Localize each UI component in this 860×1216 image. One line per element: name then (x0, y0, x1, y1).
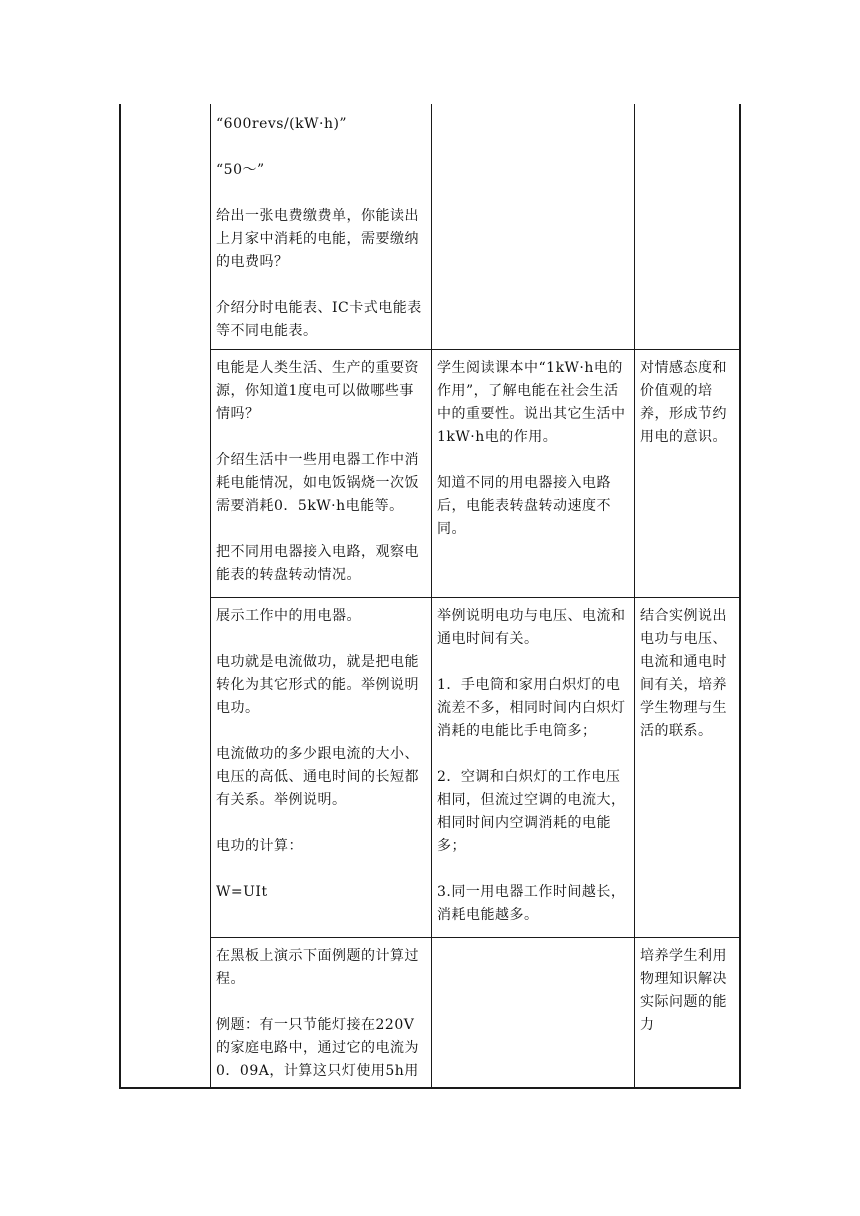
work-formula: W=UIt (216, 884, 268, 900)
blackboard-demo-text: 在黑板上演示下面例题的计算过程。 (216, 948, 419, 987)
energy-resource-question: 电能是人类生活、生产的重要资源，你知道1度电可以做哪些事情吗？ (216, 360, 419, 422)
row3-teacher-cell (216, 605, 427, 904)
table-left-border (119, 104, 121, 1088)
table-right-border (739, 104, 741, 1088)
intent-connection-text: 结合实例说出电功与电压、电流和通电时间有关，培养学生物理与生活的联系。 (640, 608, 727, 739)
student-example-2: 2．空调和白炽灯的工作电压相同，但流过空调的电流大，相同时间内空调消耗的电能多； (437, 769, 626, 854)
row2-student-cell (437, 357, 629, 541)
row3-intent-cell (640, 605, 736, 743)
row4-intent-cell (640, 945, 736, 1037)
row2-teacher-cell (216, 357, 427, 587)
work-factors-text: 电流做功的多少跟电流的大小、电压的高低、通电时间的长短都有关系。举例说明。 (216, 746, 419, 808)
column-divider-3 (634, 104, 635, 1088)
meter-types-text: 介绍分时电能表、IC卡式电能表等不同电能表。 (216, 300, 422, 339)
meter-rating-text: “600revs/(kW·h)” (216, 116, 348, 132)
row-divider-2 (210, 597, 740, 598)
student-observation-text: 知道不同的用电器接入电路后，电能表转盘转动速度不同。 (437, 475, 611, 537)
student-reading-text: 学生阅读课本中“1kW·h电的作用”，了解电能在社会生活中的重要性。说出其它生活中 1kW·h电的作用。 (437, 360, 626, 445)
row2-intent-cell (640, 357, 736, 449)
intent-values-text: 对情感态度和价值观的培养，形成节约用电的意识。 (640, 360, 727, 445)
meter-frequency-text: “50～” (216, 162, 265, 178)
column-divider-2 (431, 104, 432, 1088)
row3-student-cell (437, 605, 629, 927)
observe-meter-text: 把不同用电器接入电路，观察电能表的转盘转动情况。 (216, 544, 419, 583)
row-divider-1 (210, 349, 740, 350)
intent-problem-solving-text: 培养学生利用物理知识解决实际问题的能力 (640, 948, 727, 1033)
work-definition-text: 电功就是电流做功，就是把电能转化为其它形式的能。举例说明电功。 (216, 654, 419, 716)
row4-teacher-cell (216, 945, 427, 1083)
table-bottom-border (119, 1087, 741, 1089)
student-example-intro: 举例说明电功与电压、电流和通电时间有关。 (437, 608, 626, 647)
show-appliances-text: 展示工作中的用电器。 (216, 608, 361, 624)
student-example-1: 1．手电筒和家用白炽灯的电流差不多，相同时间内白炽灯消耗的电能比手电筒多； (437, 677, 626, 739)
column-divider-1 (210, 104, 211, 1088)
row-divider-3 (210, 937, 740, 938)
work-calc-label: 电功的计算： (216, 838, 303, 854)
appliance-consumption-text: 介绍生活中一些用电器工作中消耗电能情况，如电饭锅烧一次饭需要消耗0．5kW·h电能等。 (216, 452, 419, 514)
example-problem-text: 例题：有一只节能灯接在220V的家庭电路中，通过它的电流为0．09A，计算这只灯使用5h用 (216, 1017, 419, 1079)
student-example-3: 3.同一用电器工作时间越长，消耗电能越多。 (437, 884, 626, 923)
row1-teacher-cell (216, 113, 427, 343)
bill-question-text: 给出一张电费缴费单，你能读出上月家中消耗的电能，需要缴纳的电费吗？ (216, 208, 419, 270)
